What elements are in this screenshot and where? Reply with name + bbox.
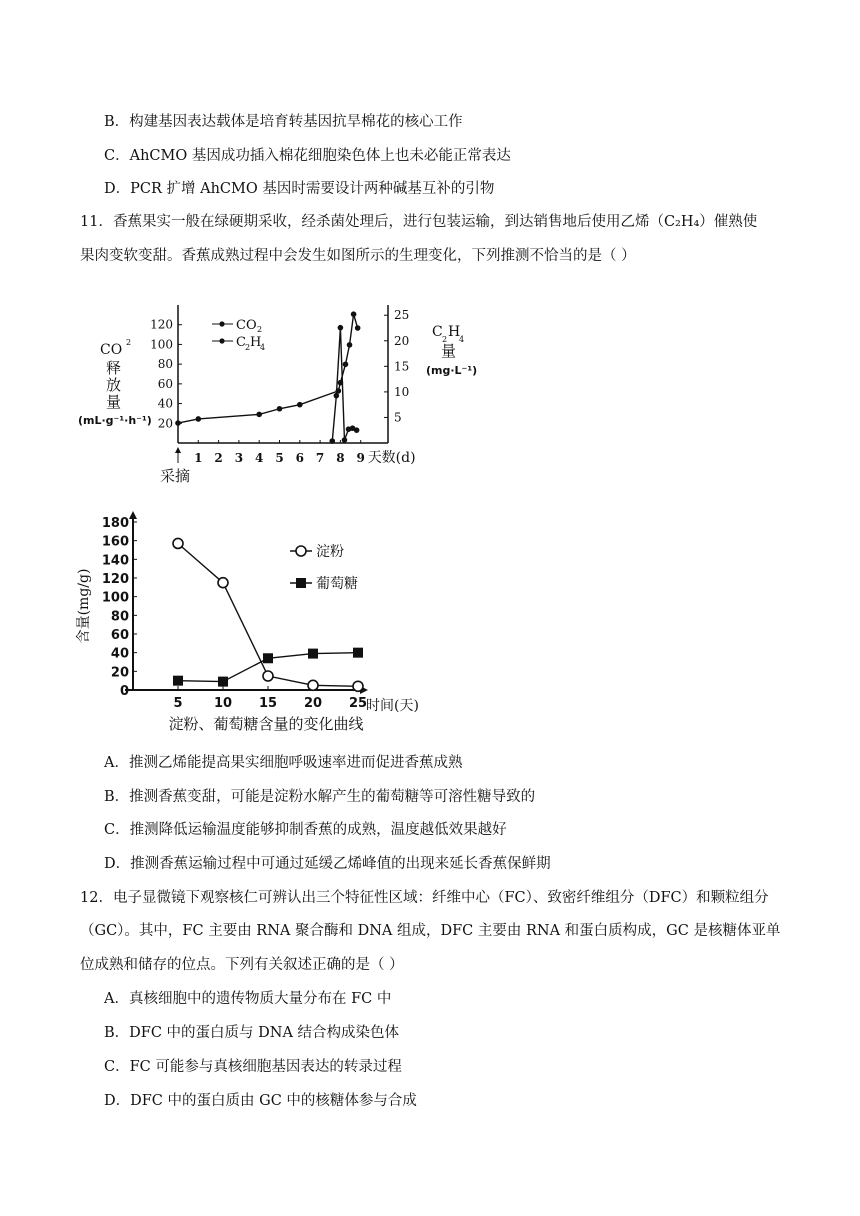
y-tick-label-right: 10 (394, 384, 410, 399)
q12-stem-line1: 12．电子显微镜下观察核仁可辨认出三个特征性区域：纤维中心（FC）、致密纤维组分（DFC）和颗粒组分 (80, 890, 769, 906)
x-tick-label: 5 (173, 696, 183, 711)
q12-option-b: B．DFC 中的蛋白质与 DNA 结合构成染色体 (104, 1025, 400, 1041)
point-CO2 (277, 406, 283, 412)
q10-option-d: D．PCR 扩增 AhCMO 基因时需要设计两种碱基互补的引物 (104, 181, 495, 197)
legend-starch-label: 淀粉 (316, 544, 344, 560)
q11-option-c: C．推测降低运输温度能够抑制香蕉的成熟，温度越低效果越好 (104, 822, 507, 838)
harvest-label: 采摘 (160, 467, 191, 485)
x-tick-label: 6 (295, 451, 304, 465)
point-CO2 (355, 325, 361, 331)
legend-co2-sub: 2 (257, 325, 263, 334)
point-CO2 (175, 420, 181, 426)
point-葡萄糖 (353, 648, 363, 658)
left-axis-title-sub: 2 (126, 338, 132, 347)
q11-option-b: B．推测香蕉变甜，可能是淀粉水解产生的葡萄糖等可溶性糖导致的 (104, 789, 536, 805)
legend-c2h4-sub1: 2 (245, 343, 251, 352)
point-CO2 (347, 342, 353, 348)
point-淀粉 (218, 578, 228, 588)
x-tick-label: 20 (303, 696, 323, 711)
left-axis-title-l3: 放 (106, 376, 122, 394)
y-tick-label-left: 60 (157, 376, 173, 391)
q12-option-a: A．真核细胞中的遗传物质大量分布在 FC 中 (104, 991, 392, 1007)
right-axis-title-c: C (432, 324, 443, 340)
y-tick-label: 80 (110, 609, 129, 625)
right-axis-title-sub2: 4 (459, 335, 465, 344)
point-CO2 (196, 416, 202, 422)
y-tick-label: 40 (110, 646, 129, 662)
y-tick-label: 120 (101, 572, 129, 587)
q11-option-a: A．推测乙烯能提高果实细胞呼吸速率进而促进香蕉成熟 (104, 755, 463, 771)
q10-option-b: B．构建基因表达载体是培育转基因抗旱棉花的核心工作 (104, 114, 463, 130)
x-tick-label: 9 (356, 451, 365, 465)
series-line-淀粉 (178, 543, 358, 686)
y-tick-label-right: 25 (394, 308, 410, 323)
point-C2H4 (329, 438, 335, 444)
legend-glucose-marker (296, 578, 306, 588)
harvest-arrowhead (175, 447, 181, 453)
y-tick-label-left: 20 (157, 416, 173, 431)
point-CO2 (351, 311, 357, 317)
q12-stem-line2: （GC）。其中，FC 主要由 RNA 聚合酶和 DNA 组成，DFC 主要由 RNA 和蛋白质构成，GC 是核糖体亚单 (80, 923, 781, 939)
x-tick-label: 4 (255, 451, 264, 465)
legend-c2h4-h: H (250, 335, 262, 350)
y-tick-label: 100 (101, 590, 129, 606)
x-tick-label: 8 (336, 451, 345, 465)
y-tick-label: 20 (110, 665, 129, 681)
left-axis-title-l4: 量 (106, 393, 122, 411)
q12-stem-line3: 位成熟和储存的位点。下列有关叙述正确的是（ ） (80, 957, 404, 973)
x-tick-label: 5 (275, 451, 284, 465)
co2-ethylene-chart (70, 290, 490, 490)
point-淀粉 (173, 538, 183, 548)
legend-c2h4-marker (219, 338, 224, 343)
x-tick-label: 15 (258, 696, 278, 711)
right-axis-title-h: H (448, 324, 461, 340)
y-tick-label: 140 (101, 553, 129, 569)
x-tick-label: 7 (315, 451, 325, 465)
left-axis-unit: (mL·g⁻¹·h⁻¹) (78, 414, 152, 427)
q11-option-d: D．推测香蕉运输过程中可通过延缓乙烯峰值的出现来延长香蕉保鲜期 (104, 856, 551, 872)
y-tick-label: 160 (101, 534, 129, 550)
x-tick-label: 2 (214, 451, 223, 465)
q10-option-c: C．AhCMO 基因成功插入棉花细胞染色体上也未必能正常表达 (104, 148, 511, 164)
legend-co2-marker (219, 321, 224, 326)
y-tick-label-right: 5 (394, 410, 402, 425)
series-line-C2H4 (332, 328, 356, 441)
right-axis-unit: (mg·L⁻¹) (426, 364, 478, 377)
legend-c2h4-label: C (236, 335, 246, 350)
q12-option-c: C．FC 可能参与真核细胞基因表达的转录过程 (104, 1059, 402, 1075)
y-tick-label-right: 20 (394, 333, 410, 348)
right-axis-title-sub1: 2 (442, 335, 448, 344)
point-C2H4 (338, 325, 344, 331)
legend-co2-label: CO (236, 318, 257, 333)
point-C2H4 (354, 427, 360, 433)
y-axis-label: 含量(mg/g) (76, 568, 92, 644)
x-axis-label: 时间(天) (366, 698, 419, 714)
y-tick-label-right: 15 (394, 359, 410, 374)
point-CO2 (256, 412, 262, 418)
y-tick-label-left: 80 (157, 357, 173, 372)
point-葡萄糖 (308, 649, 318, 659)
point-葡萄糖 (218, 677, 228, 687)
y-tick-label-left: 100 (150, 337, 173, 352)
left-axis-title-l2: 释 (106, 359, 122, 377)
x-tick-label: 10 (213, 696, 233, 711)
legend-glucose-label: 葡萄糖 (316, 576, 358, 592)
x-tick-label: 3 (234, 451, 244, 465)
chart-title: 淀粉、葡萄糖含量的变化曲线 (168, 715, 364, 733)
point-葡萄糖 (173, 676, 183, 686)
legend-c2h4-sub2: 4 (260, 343, 266, 352)
right-axis-title-l2: 量 (441, 342, 457, 360)
point-C2H4 (342, 437, 348, 443)
point-CO2 (297, 402, 303, 408)
point-淀粉 (263, 671, 273, 681)
starch-glucose-chart (70, 505, 440, 740)
point-CO2 (343, 361, 349, 367)
y-tick-label: 0 (119, 684, 129, 699)
x-tick-label: 1 (194, 451, 203, 465)
x-axis-label: 天数(d) (367, 450, 416, 466)
y-axis-arrowhead (129, 511, 137, 519)
point-淀粉 (353, 681, 363, 691)
legend-starch-marker (296, 546, 306, 556)
y-tick-label-left: 40 (157, 396, 173, 411)
q11-stem-line2: 果肉变软变甜。香蕉成熟过程中会发生如图所示的生理变化，下列推测不恰当的是（ ） (80, 248, 636, 264)
y-tick-label: 180 (101, 516, 129, 531)
x-tick-label: 25 (348, 696, 368, 711)
y-tick-label-left: 120 (150, 317, 173, 332)
point-淀粉 (308, 680, 318, 690)
point-葡萄糖 (263, 653, 273, 663)
y-tick-label: 60 (110, 628, 129, 643)
q12-option-d: D．DFC 中的蛋白质由 GC 中的核糖体参与合成 (104, 1093, 417, 1109)
point-C2H4 (334, 393, 340, 399)
q11-stem-line1: 11．香蕉果实一般在绿硬期采收，经杀菌处理后，进行包装运输，到达销售地后使用乙烯（C₂H₄）催熟使 (80, 214, 758, 230)
left-axis-title-co2: CO (100, 342, 123, 358)
series-line-CO2 (178, 314, 358, 423)
